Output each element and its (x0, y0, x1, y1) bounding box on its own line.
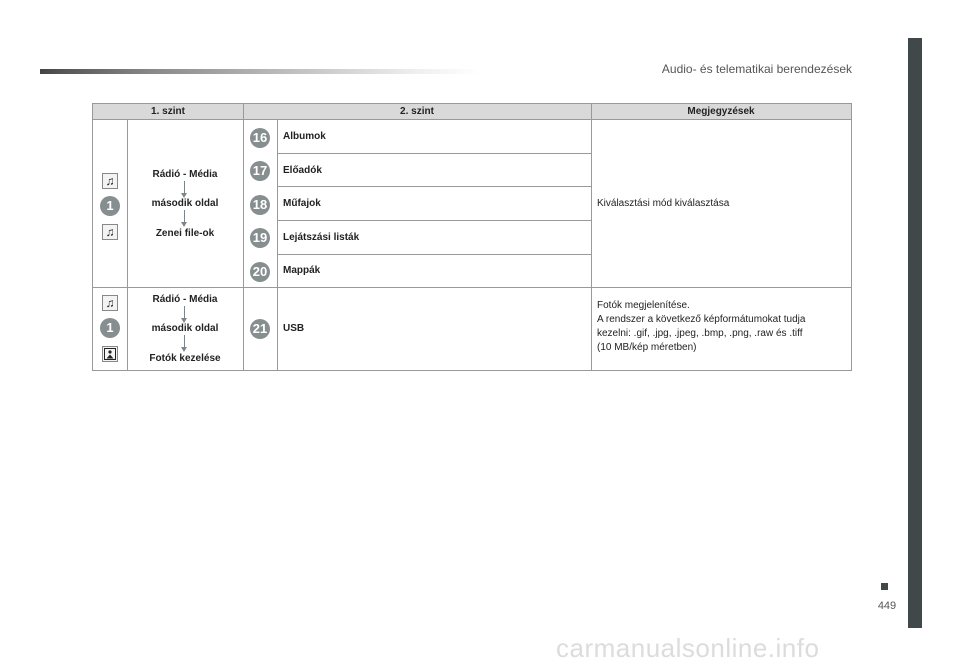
table-header (93, 104, 851, 120)
level2-item-playlists: Lejátszási listák (283, 232, 360, 243)
step-badge: 1 (100, 318, 120, 338)
down-arrow-icon (184, 335, 185, 349)
note-line: A rendszer a következő képformátumokat tudja (597, 314, 806, 325)
level1-label: második oldal (151, 198, 219, 209)
page-number: 449 (877, 600, 897, 612)
badge-column-divider (277, 119, 278, 370)
header-decoration-bar (40, 69, 480, 74)
note-line: (10 MB/kép méretben) (597, 342, 697, 353)
level2-item-genres: Műfajok (283, 198, 321, 209)
row-divider (277, 254, 591, 255)
level2-item-artists: Előadók (283, 165, 322, 176)
music-note-icon: ♫ (102, 295, 118, 311)
level1-label: Zenei file-ok (155, 228, 215, 239)
step-badge: 16 (250, 128, 270, 148)
note-line: Fotók megjelenítése. (597, 300, 690, 311)
group2-note (597, 299, 847, 355)
page-header-title: Audio- és telematikai berendezések (661, 62, 852, 76)
side-tab-bar (908, 38, 922, 628)
down-arrow-icon (184, 181, 185, 195)
music-note-icon: ♫ (102, 224, 118, 240)
note-line: kezelni: .gif, .jpg, .jpeg, .bmp, .png, .raw és .tiff (597, 328, 803, 339)
step-badge: 18 (250, 195, 270, 215)
level1-label: második oldal (151, 323, 219, 334)
step-badge: 19 (250, 228, 270, 248)
column-header-level2: 2. szint (400, 106, 434, 117)
level2-item-usb: USB (283, 323, 305, 334)
level2-item-folders: Mappák (283, 265, 321, 276)
group1-note: Kiválasztási mód kiválasztása (597, 198, 730, 209)
step-badge: 17 (250, 161, 270, 181)
down-arrow-icon (184, 210, 185, 224)
level1-label: Fotók kezelése (149, 353, 221, 364)
menu-table (92, 103, 852, 371)
column-divider (591, 104, 592, 370)
step-badge: 20 (250, 262, 270, 282)
watermark: carmanualsonline.info (556, 633, 820, 663)
row-divider (277, 186, 591, 187)
level1-label: Rádió - Média (152, 169, 218, 180)
level2-item-albums: Albumok (283, 131, 326, 142)
level1-label: Rádió - Média (152, 294, 218, 305)
column-divider (243, 104, 244, 370)
row-divider (277, 220, 591, 221)
music-note-icon: ♫ (102, 173, 118, 189)
column-header-notes: Megjegyzések (687, 106, 755, 117)
step-badge: 21 (250, 319, 270, 339)
row-divider (277, 153, 591, 154)
photo-icon (102, 346, 118, 362)
step-badge: 1 (100, 196, 120, 216)
column-header-level1: 1. szint (151, 106, 185, 117)
group-divider (93, 287, 851, 288)
page-marker-square (881, 583, 888, 590)
down-arrow-icon (184, 306, 185, 320)
